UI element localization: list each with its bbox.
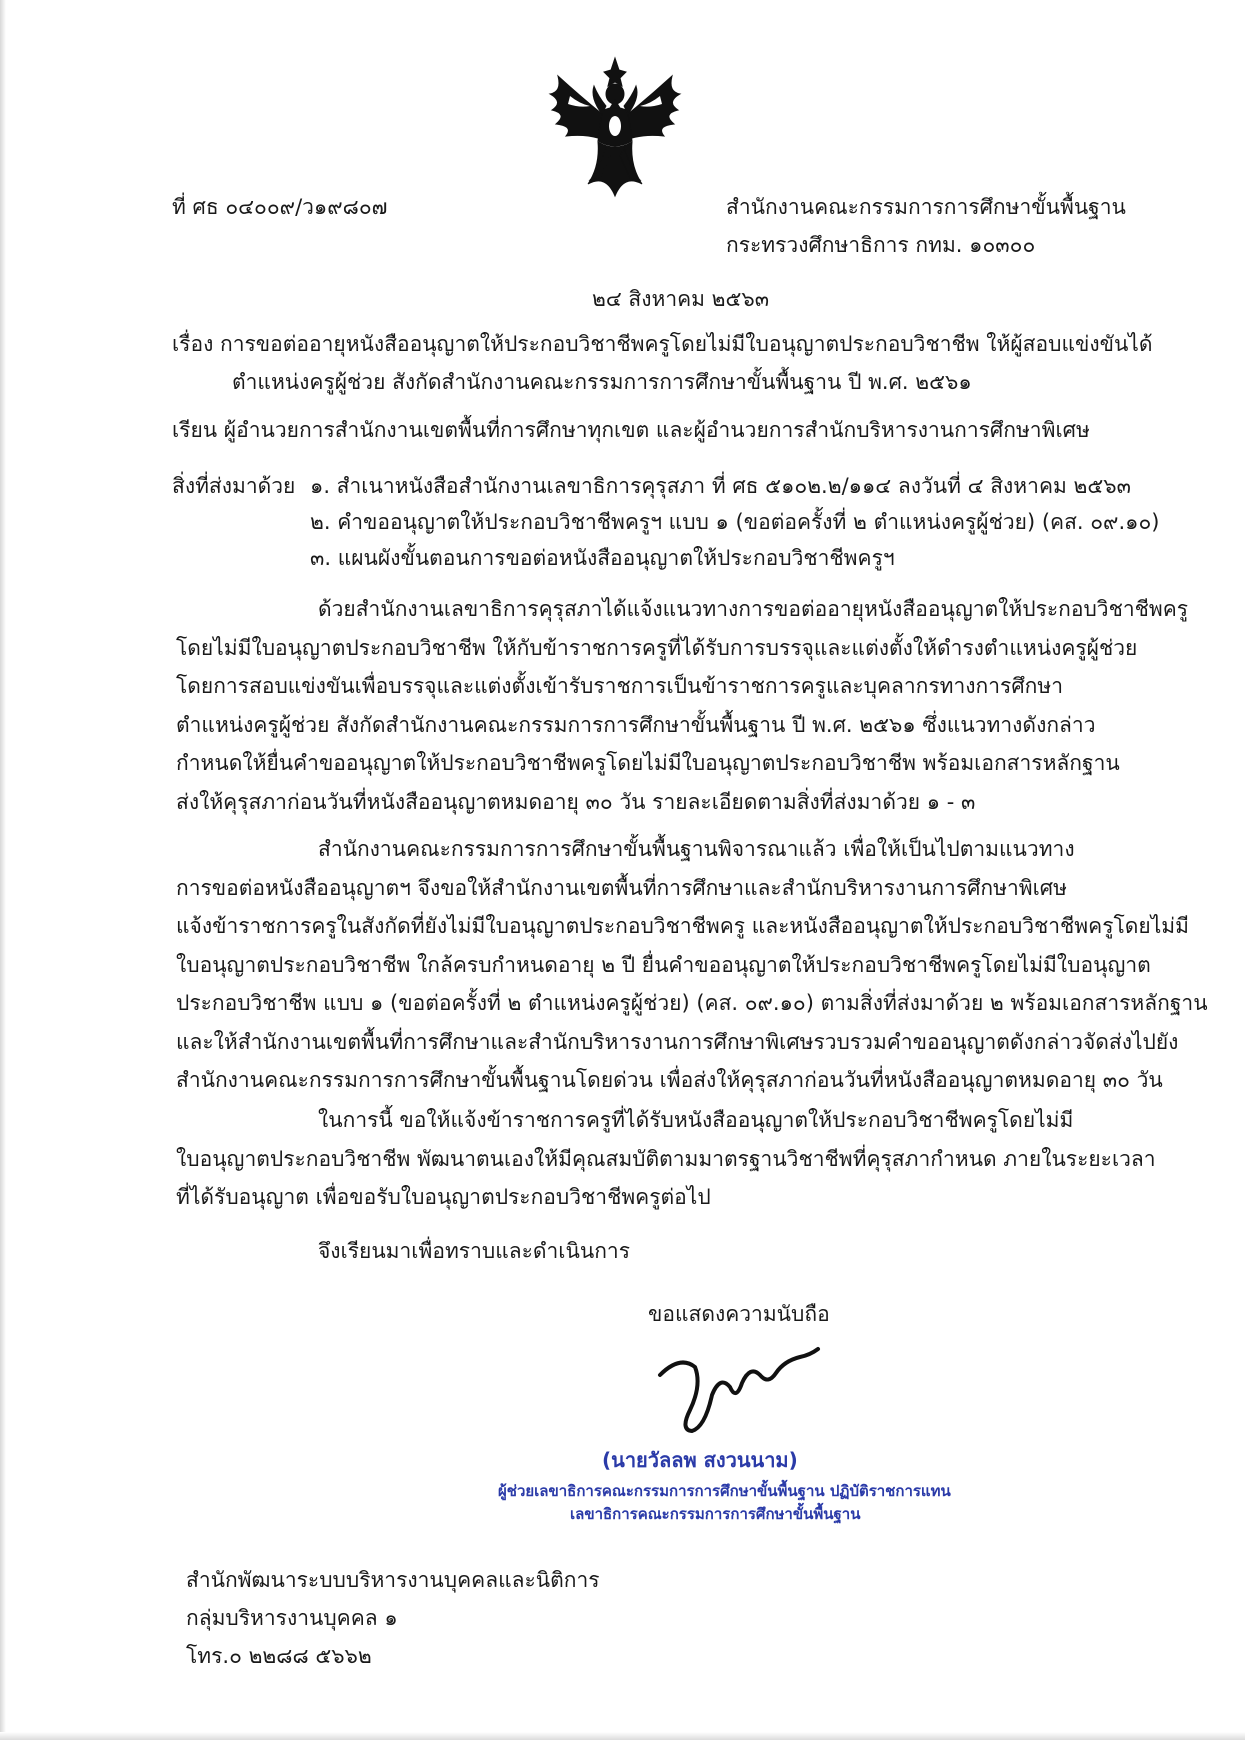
issuing-ministry-address: กระทรวงศึกษาธิการ กทม. ๑๐๓๐๐ (726, 233, 1036, 257)
body-paragraph-2 (176, 830, 1208, 1100)
paragraph-line: ตำแหน่งครูผู้ช่วย สังกัดสำนักงานคณะกรรมการการศึกษาขั้นพื้นฐาน ปี พ.ศ. ๒๕๖๑ ซึ่งแนวทางดังกล่าว (176, 712, 1096, 737)
paragraph-line: สำนักงานคณะกรรมการการศึกษาขั้นพื้นฐานพิจารณาแล้ว เพื่อให้เป็นไปตามแนวทาง (318, 837, 1075, 861)
issuing-office: สำนักงานคณะกรรมการการศึกษาขั้นพื้นฐาน (726, 195, 1126, 219)
paragraph-line: ใบอนุญาตประกอบวิชาชีพ พัฒนาตนเองให้มีคุณสมบัติตามมาตรฐานวิชาชีพที่คุรุสภากำหนด ภายในระยะเวลา (176, 1146, 1156, 1171)
contact-group: กลุ่มบริหารงานบุคคล ๑ (186, 1606, 398, 1630)
signatory-name: (นายวัลลพ สงวนนาม) (602, 1448, 798, 1472)
paragraph-line: การขอต่อหนังสืออนุญาตฯ จึงขอให้สำนักงานเขตพื้นที่การศึกษาและสำนักบริหารงานการศึกษาพิเศษ (176, 875, 1067, 900)
paragraph-line: สำนักงานคณะกรรมการการศึกษาขั้นพื้นฐานโดยด่วน เพื่อส่งให้คุรุสภาก่อนวันที่หนังสืออนุญาตหมดอายุ ๓๐ วัน (176, 1068, 1163, 1092)
letter-date: ๒๔ สิงหาคม ๒๕๖๓ (592, 287, 770, 311)
subject-line-1: เรื่อง การขอต่ออายุหนังสืออนุญาตให้ประกอบวิชาชีพครูโดยไม่มีใบอนุญาตประกอบวิชาชีพ ให้ผู้สอบแข่งขันได้ (172, 332, 1153, 356)
signatory-position: ผู้ช่วยเลขาธิการคณะกรรมการการศึกษาขั้นพื้นฐาน ปฏิบัติราชการแทน (498, 1482, 951, 1500)
paragraph-line: ประกอบวิชาชีพ แบบ ๑ (ขอต่อครั้งที่ ๒ ตำแหน่งครูผู้ช่วย) (คส. ๐๙.๑๐) ตามสิ่งที่ส่งมาด้วย ๒ พร้อมเอกสารหลักฐาน (176, 991, 1208, 1015)
enclosures-label: สิ่งที่ส่งมาด้วย (172, 474, 296, 498)
paragraph-line: ใบอนุญาตประกอบวิชาชีพ ใกล้ครบกำหนดอายุ ๒ ปี ยื่นคำขออนุญาตให้ประกอบวิชาชีพครูโดยไม่มีใบอนุญาต (176, 952, 1151, 977)
paragraph-line: ด้วยสำนักงานเลขาธิการคุรุสภาได้แจ้งแนวทางการขอต่ออายุหนังสืออนุญาตให้ประกอบวิชาชีพครู (318, 597, 1189, 621)
body-paragraph-3 (176, 1101, 1156, 1217)
signatory-position: เลขาธิการคณะกรรมการการศึกษาขั้นพื้นฐาน (570, 1505, 861, 1523)
garuda-emblem-icon (540, 56, 690, 206)
addressee: เรียน ผู้อำนวยการสำนักงานเขตพื้นที่การศึกษาทุกเขต และผู้อำนวยการสำนักบริหารงานการศึกษาพิเศษ (172, 418, 1090, 442)
enclosure-item: ๓. แผนผังขั้นตอนการขอต่อหนังสืออนุญาตให้ประกอบวิชาชีพครูฯ (310, 546, 895, 570)
paragraph-line: แจ้งข้าราชการครูในสังกัดที่ยังไม่มีใบอนุญาตประกอบวิชาชีพครู และหนังสืออนุญาตให้ประกอบวิชาชีพครูโดยไม่มี (176, 914, 1189, 938)
scan-edge-left (0, 0, 6, 1740)
paragraph-line: กำหนดให้ยื่นคำขออนุญาตให้ประกอบวิชาชีพครูโดยไม่มีใบอนุญาตประกอบวิชาชีพ พร้อมเอกสารหลักฐาน (176, 751, 1120, 775)
scan-edge-bottom (0, 1732, 1245, 1740)
reference-number: ที่ ศธ ๐๔๐๐๙/ว๑๙๘๐๗ (172, 195, 388, 219)
paragraph-line: และให้สำนักงานเขตพื้นที่การศึกษาและสำนักบริหารงานการศึกษาพิเศษรวบรวมคำขออนุญาตดังกล่าวจัดส่งไปยัง (176, 1029, 1179, 1054)
handwritten-signature (650, 1335, 830, 1445)
enclosure-item: ๑. สำเนาหนังสือสำนักงานเลขาธิการคุรุสภา ที่ ศธ ๕๑๐๒.๒/๑๑๔ ลงวันที่ ๔ สิงหาคม ๒๕๖๓ (310, 474, 1131, 498)
subject-line-2: ตำแหน่งครูผู้ช่วย สังกัดสำนักงานคณะกรรมการการศึกษาขั้นพื้นฐาน ปี พ.ศ. ๒๕๖๑ (232, 370, 972, 394)
paragraph-line: ในการนี้ ขอให้แจ้งข้าราชการครูที่ได้รับหนังสืออนุญาตให้ประกอบวิชาชีพครูโดยไม่มี (318, 1108, 1074, 1132)
contact-office: สำนักพัฒนาระบบบริหารงานบุคคลและนิติการ (186, 1568, 600, 1592)
paragraph-line: จึงเรียนมาเพื่อทราบและดำเนินการ (318, 1239, 630, 1263)
closing-salutation: ขอแสดงความนับถือ (648, 1302, 830, 1326)
paragraph-line: โดยการสอบแข่งขันเพื่อบรรจุและแต่งตั้งเข้ารับราชการเป็นข้าราชการครูและบุคลากรทางการศึกษา (176, 674, 1064, 698)
paragraph-line: ส่งให้คุรุสภาก่อนวันที่หนังสืออนุญาตหมดอายุ ๓๐ วัน รายละเอียดตามสิ่งที่ส่งมาด้วย ๑ - ๓ (176, 789, 976, 814)
paragraph-line: ที่ได้รับอนุญาต เพื่อขอรับใบอนุญาตประกอบวิชาชีพครูต่อไป (176, 1185, 711, 1209)
body-paragraph-4 (176, 1232, 1136, 1271)
body-paragraph-1 (176, 590, 1189, 821)
paragraph-line: โดยไม่มีใบอนุญาตประกอบวิชาชีพ ให้กับข้าราชการครูที่ได้รับการบรรจุและแต่งตั้งให้ดำรงตำแหน่งครูผู้ช่วย (176, 635, 1138, 660)
enclosure-item: ๒. คำขออนุญาตให้ประกอบวิชาชีพครูฯ แบบ ๑ (ขอต่อครั้งที่ ๒ ตำแหน่งครูผู้ช่วย) (คส. ๐๙.๑๐) (310, 510, 1160, 534)
contact-phone: โทร.๐ ๒๒๘๘ ๕๖๖๒ (186, 1644, 372, 1668)
